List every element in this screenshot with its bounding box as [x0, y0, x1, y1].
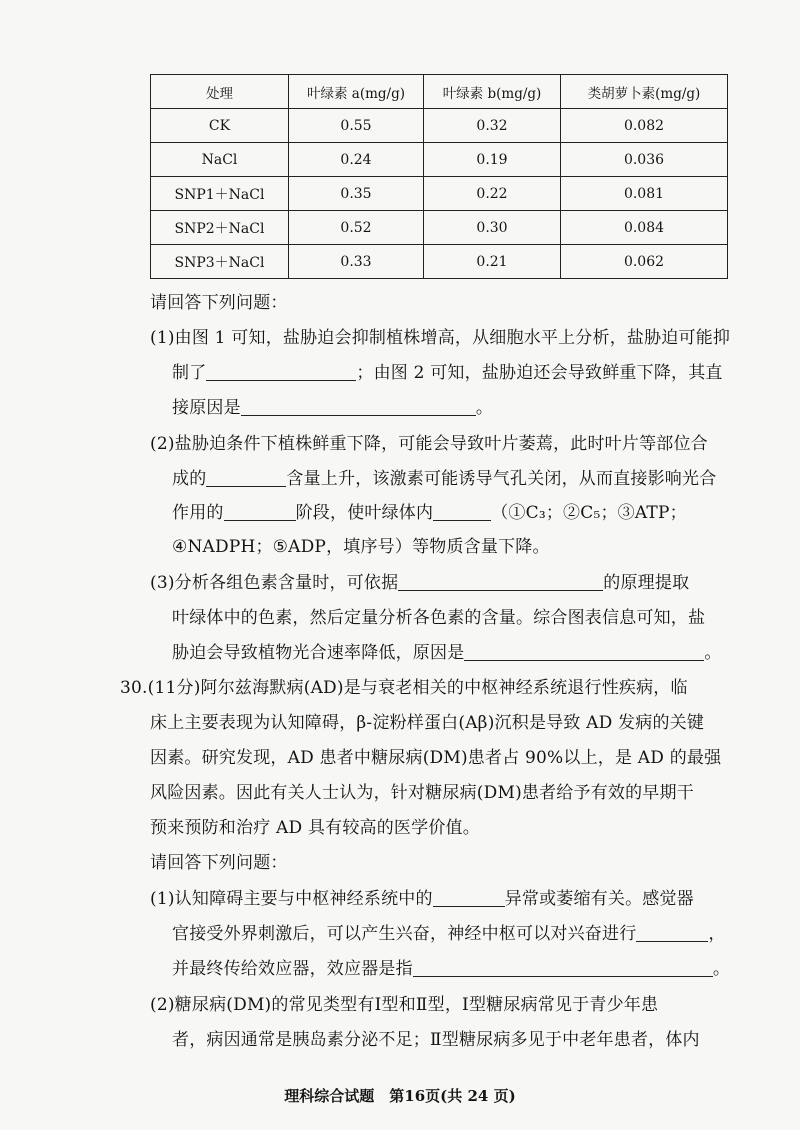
- table-row: [151, 109, 728, 143]
- table-cell: 0.55: [289, 109, 424, 143]
- table-row: [151, 143, 728, 177]
- q29-part1-line2: [172, 362, 723, 384]
- q30-intro-line3: 因素。研究发现，AD 患者中糖尿病(DM)患者占 90%以上，是 AD 的最强: [150, 748, 722, 768]
- table-cell: SNP1＋NaCl: [151, 177, 289, 211]
- q29-part2-line3: [172, 502, 687, 524]
- answer-blank[interactable]: [433, 504, 491, 521]
- table-cell: 0.24: [289, 143, 424, 177]
- answer-blank[interactable]: [206, 364, 356, 381]
- table-cell: 0.35: [289, 177, 424, 211]
- q30-part1-line3: [172, 958, 730, 980]
- pigment-table: [150, 74, 728, 279]
- table-header-cell: 叶绿素 b(mg/g): [424, 75, 561, 109]
- page-footer: 理科综合试题 第16页(共 24 页): [284, 1087, 516, 1105]
- q29-part1-line3: [172, 397, 493, 419]
- table-cell: NaCl: [151, 143, 289, 177]
- table-row: [151, 177, 728, 211]
- text-span: 。: [712, 959, 731, 979]
- q29-part2-line4: ④NADPH；⑤ADP，填序号）等物质含量下降。: [172, 537, 550, 557]
- text-span: (3)分析各组色素含量时，可依据: [150, 573, 399, 593]
- q29-part2-line1: (2)盐胁迫条件下植株鲜重下降，可能会导致叶片萎蔫，此时叶片等部位合: [150, 434, 708, 454]
- text-span: 官接受外界刺激后，可以产生兴奋，神经中枢可以对兴奋进行: [172, 924, 637, 944]
- text-span: 含量上升，该激素可能诱导气孔关闭，从而直接影响光合: [286, 469, 717, 489]
- answer-blank[interactable]: [224, 504, 296, 521]
- text-span: 并最终传给效应器，效应器是指: [172, 959, 413, 979]
- q29-part3-line3: [172, 642, 722, 664]
- answer-blank[interactable]: [464, 644, 704, 661]
- table-header-cell: 处理: [151, 75, 289, 109]
- text-span: 异常或萎缩有关。感觉器: [504, 889, 694, 909]
- q30-part1-line1: [150, 888, 694, 910]
- table-cell: 0.52: [289, 211, 424, 245]
- text-span: 。: [475, 398, 494, 418]
- q29-part2-line2: [172, 468, 716, 490]
- table-header-cell: 叶绿素 a(mg/g): [289, 75, 424, 109]
- table-cell: SNP2＋NaCl: [151, 211, 289, 245]
- text-span: 胁迫会导致植物光合速率降低，原因是: [172, 643, 465, 663]
- table-row: [151, 211, 728, 245]
- table-cell: 0.036: [561, 143, 728, 177]
- text-span: ，: [708, 924, 726, 944]
- q29-part3-line2: 叶绿体中的色素，然后定量分析各色素的含量。综合图表信息可知，盐: [172, 608, 706, 628]
- table-cell: 0.081: [561, 177, 728, 211]
- answer-blank[interactable]: [433, 890, 505, 907]
- q29-part3-line1: [150, 572, 689, 594]
- table-cell: SNP3＋NaCl: [151, 245, 289, 279]
- text-span: 作用的: [172, 503, 224, 523]
- q29-prompt: 请回答下列问题：: [150, 293, 288, 313]
- text-span: 接原因是: [172, 398, 241, 418]
- answer-blank[interactable]: [413, 960, 713, 977]
- text-span: 。: [704, 643, 722, 663]
- table-cell: 0.22: [424, 177, 561, 211]
- text-span: 成的: [172, 469, 207, 489]
- table-cell: 0.19: [424, 143, 561, 177]
- text-span: 的原理提取: [603, 573, 690, 593]
- table-header-row: [151, 75, 728, 109]
- table-cell: 0.30: [424, 211, 561, 245]
- answer-blank[interactable]: [636, 925, 708, 942]
- q30-prompt: 请回答下列问题：: [150, 853, 288, 873]
- answer-blank[interactable]: [398, 574, 603, 591]
- q30-intro-line5: 预来预防和治疗 AD 具有较高的医学价值。: [150, 818, 480, 838]
- q30-part2-line2: 者，病因通常是胰岛素分泌不足；Ⅱ型糖尿病多见于中老年患者，体内: [172, 1030, 700, 1050]
- table-cell: 0.082: [561, 109, 728, 143]
- table-cell: 0.21: [424, 245, 561, 279]
- q29-part1-line1: (1)由图 1 可知，盐胁迫会抑制植株增高，从细胞水平上分析，盐胁迫可能抑: [150, 328, 731, 348]
- answer-blank[interactable]: [206, 470, 286, 487]
- q30-intro-line4: 风险因素。因此有关人士认为，针对糖尿病(DM)患者给予有效的早期干: [150, 783, 694, 803]
- table-header-cell: 类胡萝卜素(mg/g): [561, 75, 728, 109]
- text-span: 阶段，使叶绿体内: [295, 503, 434, 523]
- table-cell: 0.062: [561, 245, 728, 279]
- text-span: 制了: [172, 363, 207, 383]
- text-span: ；由图 2 可知，盐胁迫还会导致鲜重下降，其直: [356, 363, 723, 383]
- text-span: (1)认知障碍主要与中枢神经系统中的: [150, 889, 433, 909]
- table-cell: 0.32: [424, 109, 561, 143]
- q30-part2-line1: (2)糖尿病(DM)的常见类型有Ⅰ型和Ⅱ型，Ⅰ型糖尿病常见于青少年患: [150, 995, 659, 1015]
- answer-blank[interactable]: [241, 399, 476, 416]
- q30-part1-line2: [172, 923, 726, 945]
- table-cell: 0.33: [289, 245, 424, 279]
- table-cell: CK: [151, 109, 289, 143]
- text-span: （①C₃；②C₅；③ATP；: [491, 503, 687, 523]
- table-cell: 0.084: [561, 211, 728, 245]
- q30-intro-line1: 30.(11分)阿尔兹海默病(AD)是与衰老相关的中枢神经系统退行性疾病，临: [120, 678, 688, 698]
- table-row: [151, 245, 728, 279]
- q30-intro-line2: 床上主要表现为认知障碍，β-淀粉样蛋白(Aβ)沉积是导致 AD 发病的关键: [150, 713, 705, 733]
